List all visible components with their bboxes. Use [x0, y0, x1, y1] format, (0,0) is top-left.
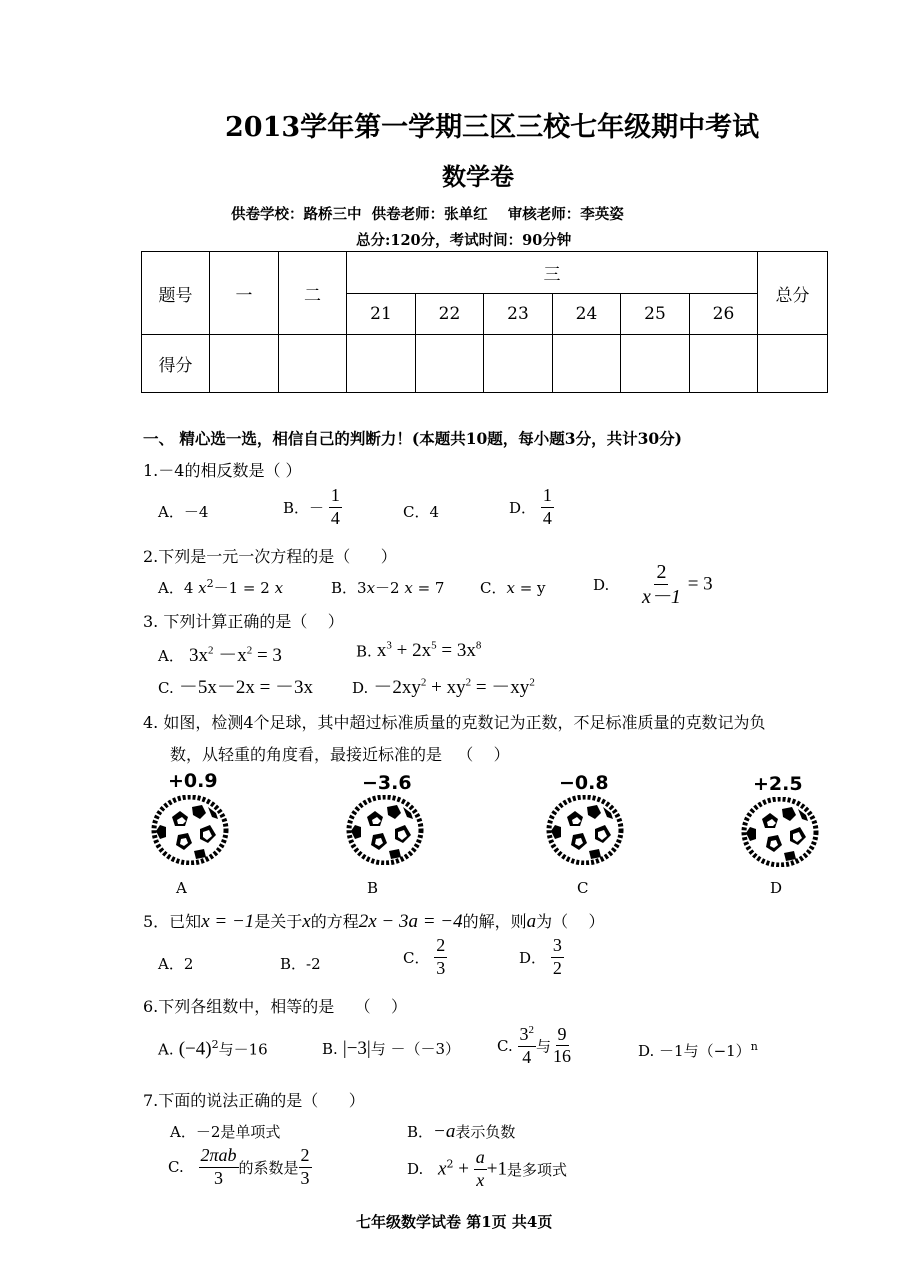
sub-col-25: 25 [621, 294, 690, 335]
soccer-ball-icon [740, 797, 820, 867]
section-1-heading: 一、 精心选一选，相信自己的判断力！(本题共10题，每小题3分，共计30分) [143, 429, 682, 448]
q3-option-c: C. －5x－2x = －3x [158, 677, 314, 698]
q6-option-b: B. |−3|与 －（－3） [322, 1038, 461, 1059]
sub-col-26: 26 [690, 294, 758, 335]
ball-a-value: +0.9 [168, 770, 218, 792]
score-cell[interactable] [210, 335, 279, 393]
sub-col-21: 21 [347, 294, 416, 335]
q7-option-c: C. $\frac{\text{2πab}}{3}$ 的系数是 $\frac{2}{3}$ [168, 1145, 310, 1188]
ball-b-value: −3.6 [362, 772, 412, 794]
q7-option-d: D. $x^2$ + $\frac{a}{x}$ +1是多项式 [407, 1147, 567, 1190]
q6-stem: 6.下列各组数中，相等的是 （ ） [143, 997, 407, 1016]
col-section-one: 一 [210, 252, 279, 335]
col-section-three: 三 [347, 252, 758, 294]
q5-stem: 5．已知x = −1是关于x的方程2x − 3a = −4的解，则a为（ ） [143, 911, 605, 932]
q5-option-c: C． $\frac{2}{3}$ [403, 935, 446, 978]
q6-option-c: C. $\frac{3^2}{4}$ 与 $\frac{9}{16}$ [497, 1023, 572, 1067]
score-cell[interactable] [621, 335, 690, 393]
q4-stem-line-1: 4. 如图，检测4个足球，其中超过标准质量的克数记为正数，不足标准质量的克数记为负 [143, 713, 766, 732]
score-cell[interactable] [758, 335, 828, 393]
q4-stem-line-2: 数，从轻重的角度看，最接近标准的是 （ ） [170, 745, 510, 764]
sub-col-24: 24 [553, 294, 621, 335]
q7-stem: 7.下面的说法正确的是（ ） [143, 1091, 365, 1110]
score-cell[interactable] [347, 335, 416, 393]
q5-option-b: B．-2 [280, 955, 321, 973]
sub-col-23: 23 [484, 294, 553, 335]
q1-option-d: D． $\frac{1}{4}$ [509, 485, 552, 528]
score-cell[interactable] [690, 335, 758, 393]
sub-col-22: 22 [416, 294, 484, 335]
q7-option-b: B．−a表示负数 [407, 1121, 516, 1142]
q3-stem: 3. 下列计算正确的是（ ） [143, 612, 344, 631]
info-line-2: 总分:120分，考试时间：90分钟 [356, 232, 572, 249]
info-line-1: 供卷学校：路桥三中 供卷老师：张单红 审核老师：李英姿 [231, 206, 624, 223]
q6-option-d: D. －1与$(-1)^n$ [638, 1040, 758, 1060]
score-cell[interactable] [416, 335, 484, 393]
q3-option-b: B. $x^3 + 2x^5 = 3x^8$ [356, 640, 482, 662]
q6-option-a: A. $(-4)^2$与－16 [158, 1038, 268, 1060]
q2-option-b: B．3x－2 x = 7 [331, 579, 445, 597]
label-score: 得分 [142, 335, 210, 393]
ball-c-value: −0.8 [559, 772, 609, 794]
ball-b-label: B [367, 879, 379, 897]
col-total: 总分 [758, 252, 828, 335]
score-cell[interactable] [279, 335, 347, 393]
ball-d-label: D [770, 879, 783, 897]
q2-option-d: D. $\frac{2}{x-1}$ = 3 [593, 561, 713, 608]
q1-stem: 1.－4的相反数是（ ） [143, 461, 302, 480]
ball-a-label: A [176, 879, 187, 897]
soccer-ball-icon [345, 795, 425, 865]
q1-option-a: A．－4 [158, 503, 209, 521]
ball-c-label: C [577, 879, 589, 897]
q5-option-a: A．2 [158, 955, 194, 973]
soccer-ball-icon [545, 795, 625, 865]
score-cell[interactable] [484, 335, 553, 393]
ball-d-value: +2.5 [753, 773, 803, 795]
q3-option-a: A． $3x^2 -x^2 = 3$ [158, 644, 282, 666]
label-question-number: 题号 [142, 252, 210, 335]
soccer-ball-icon [150, 795, 230, 865]
q2-option-c: C．x = y [480, 579, 546, 597]
page-subtitle: 数学卷 [442, 162, 514, 191]
col-section-two: 二 [279, 252, 347, 335]
q2-option-a: A．4 $x^2-1 = 2$ x [158, 577, 284, 597]
score-cell[interactable] [553, 335, 621, 393]
q1-option-b: B．－ $\frac{1}{4}$ [283, 485, 340, 528]
q5-option-d: D． $\frac{3}{2}$ [519, 935, 562, 978]
q3-option-d: D. $-2xy^2 + xy^2 = -xy^2$ [352, 676, 535, 698]
q2-stem: 2.下列是一元一次方程的是（ ） [143, 547, 397, 566]
q7-option-a: A．－2是单项式 [170, 1123, 281, 1141]
q1-option-c: C．4 [403, 503, 440, 521]
page-footer: 七年级数学试卷 第1页 共4页 [356, 1213, 553, 1231]
page-title: 2013学年第一学期三区三校七年级期中考试 [225, 112, 760, 143]
score-table [141, 251, 828, 393]
